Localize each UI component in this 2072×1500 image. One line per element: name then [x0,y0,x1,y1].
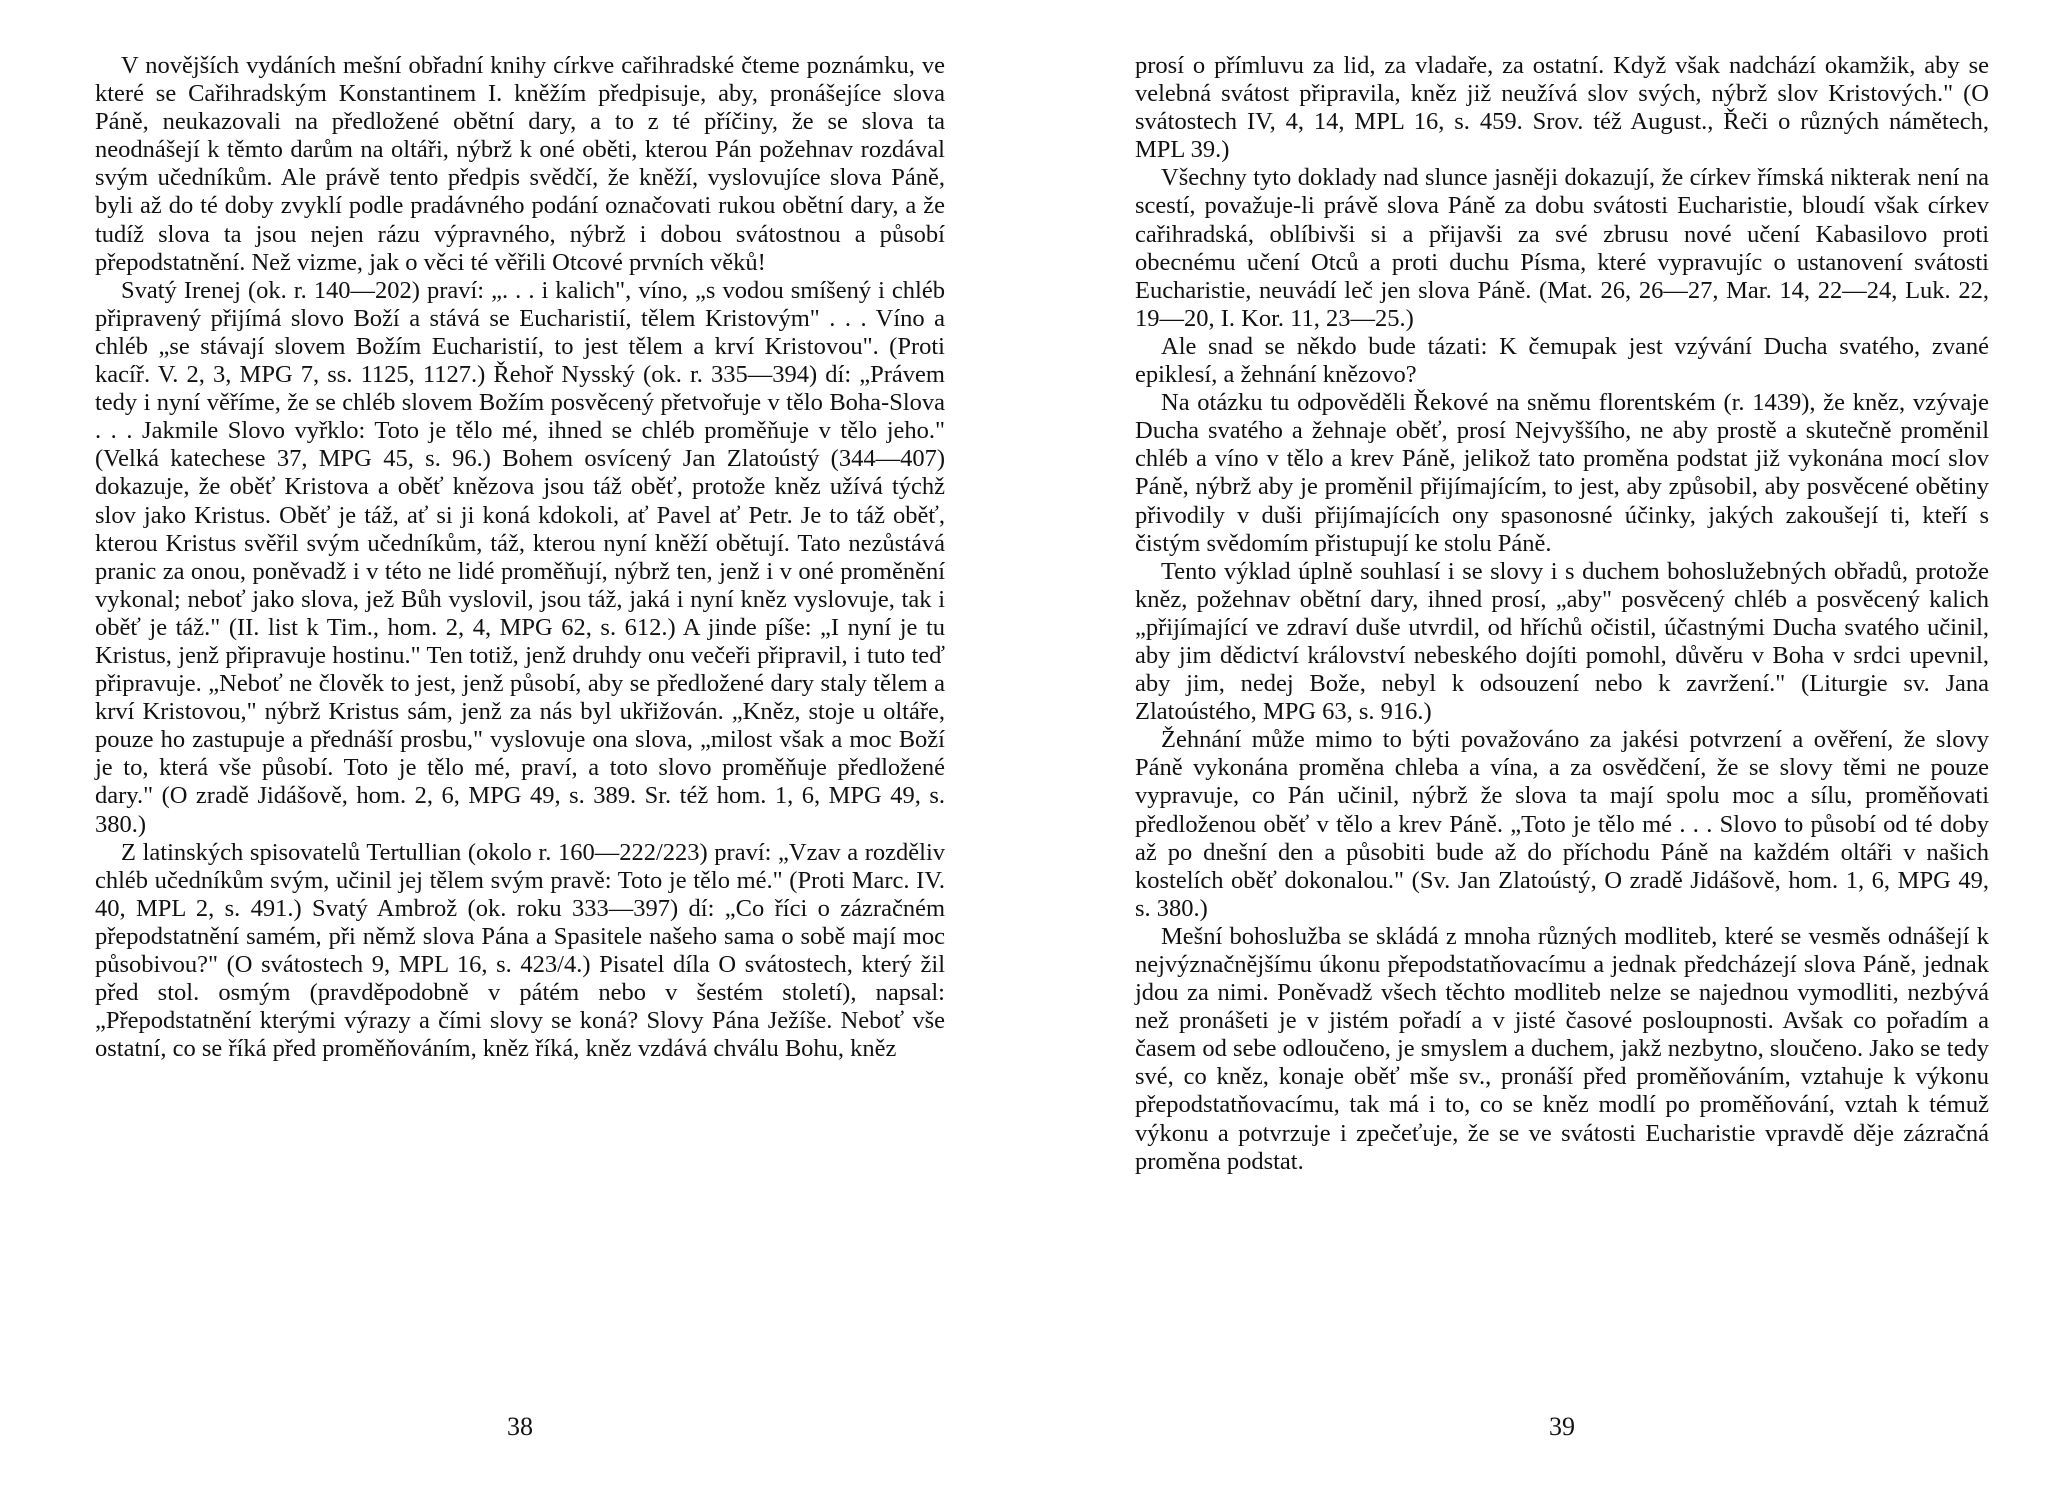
paragraph: Z latinských spisovatelů Tertullian (okolo r. 160—222/223) praví: „Vzav a rozděliv chléb učedníkům svým, učinil jej tělem svým pravě: Toto je tělo mé." (Proti Marc. IV. 40, MPL 2, s. 491.) Svatý Ambrož (ok. roku 333—397) dí: „Co říci o zázračném přepodstatnění samém, při němž slova Pána a Spasitele našeho sama o sobě mají moc působivou?" (O svátostech 9, MPL 16, s. 423/4.) Pisatel díla O svátostech, který žil před stol. osmým (pravděpodobně v pátém nebo v šestém století), napsal: „Přepodstatnění kterými výrazy a čími slovy se koná? Slovy Pána Ježíše. Neboť vše ostatní, co se říká před proměňováním, kněz říká, kněz vzdává chválu Bohu, kněz [95,838,945,1063]
paragraph: prosí o přímluvu za lid, za vladaře, za ostatní. Když však nadchází okamžik, aby se velebná svátost připravila, kněz již neužívá slov svých, nýbrž slov Kristových." (O svátostech IV, 4, 14, MPL 16, s. 459. Srov. též August., Řeči o různých námětech, MPL 39.) [1135,52,1989,164]
paragraph: Žehnání může mimo to býti považováno za jakési potvrzení a ověření, že slovy Páně vykonána proměna chleba a vína, a za osvědčení, že se slovy těmi ne pouze vypravuje, co Pán učinil, nýbrž že slova ta mají spolu moc a sílu, proměňovati předloženou oběť v tělo a krev Páně. „Toto je tělo mé . . . Slovo to působí od té doby až po dnešní den a působiti bude až do příchodu Páně na každém oltáři v našich kostelích oběť dokonalou." (Sv. Jan Zlatoústý, O zradě Jidášově, hom. 1, 6, MPG 49, s. 380.) [1135,726,1989,922]
page-number: 38 [507,1412,533,1441]
paragraph: Mešní bohoslužba se skládá z mnoha různých modliteb, které se vesměs odnášejí k nejvýznačnějšímu úkonu přepodstatňovacímu a jednak předcházejí slova Páně, jednak jdou za nimi. Poněvadž všech těchto modliteb nelze se najednou vymodliti, nezbývá než pronášeti je v jistém pořadí a v jisté časové posloupnosti. Avšak co pořadím a časem od sebe odloučeno, je smyslem a duchem, jakž nezbytno, sloučeno. Jako se tedy své, co kněz, konaje oběť mše sv., pronáší před proměňováním, vztahuje k výkonu přepodstatňovacímu, tak má i to, co se kněz modlí po proměňování, vztah k témuž výkonu a potvrzuje i zpečeťuje, že se ve svátosti Eucharistie vpravdě děje zázračná proměna podstat. [1135,922,1989,1175]
page-text [95,52,945,1063]
paragraph: V novějších vydáních mešní obřadní knihy církve cařihradské čteme poznámku, ve které se Cařihradským Konstantinem I. kněžím předpisuje, aby, pronášejíce slova Páně, neukazovali na předložené obětní dary, a to z té příčiny, že se slova ta neodnášejí k těmto darům na oltáři, nýbrž k oné oběti, kterou Pán požehnav rozdával svým učedníkům. Ale právě tento předpis svědčí, že kněží, vyslovujíce slova Páně, byli až do té doby zvyklí podle pradávného podání označovati rukou obětní dary, a že tudíž slova ta jsou nejen rázu výpravného, nýbrž i dobou svátostnou a působí přepodstatnění. Než vizme, jak o věci té věřili Otcové prvních věků! [95,52,945,276]
paragraph: Svatý Irenej (ok. r. 140—202) praví: „. . . i kalich", víno, „s vodou smíšený i chléb připravený přijímá slovo Boží a stává se Eucharistií, tělem Kristovým" . . . Víno a chléb „se stávají slovem Božím Eucharistií, to jest tělem a krví Kristovou". (Proti kacíř. V. 2, 3, MPG 7, ss. 1125, 1127.) Řehoř Nysský (ok. r. 335—394) dí: „Právem tedy i nyní věříme, že se chléb slovem Božím posvěcený přetvořuje v tělo Boha-Slova . . . Jakmile Slovo vyřklo: Toto je tělo mé, ihned se chléb proměňuje v tělo jeho." (Velká katechese 37, MPG 45, s. 96.) Bohem osvícený Jan Zlatoústý (344—407) dokazuje, že oběť Kristova a oběť knězova jsou táž oběť, protože kněz užívá týchž slov jako Kristus. Oběť je táž, ať si ji koná kdokoli, ať Pavel ať Petr. Je to táž oběť, kterou Kristus svěřil svým učedníkům, táž, kterou nyní kněží obětují. Tato nezůstává pranic za onou, poněvadž i v této ne lidé proměňují, nýbrž ten, jenž i v oné proměnění vykonal; neboť jako slova, jež Bůh vyslovil, jsou táž, jaká i nyní kněz vyslovuje, tak i oběť je táž." (II. list k Tim., hom. 2, 4, MPG 62, s. 612.) A jinde píše: „I nyní je tu Kristus, jenž připravuje hostinu." Ten totiž, jenž druhdy onu večeři připravil, i tuto teď připravuje. „Neboť ne člověk to jest, jenž působí, aby se předložené dary staly tělem a krví Kristovou," nýbrž Kristus sám, jenž za nás byl ukřižován. „Kněz, stoje u oltáře, pouze ho zastupuje a přednáší prosbu," vyslovuje ona slova, „milost však a moc Boží je to, která vše působí. Toto je tělo mé, praví, a toto slovo proměňuje předložené dary." (O zradě Jidášově, hom. 2, 6, MPG 49, s. 389. Sr. též hom. 1, 6, MPG 49, s. 380.) [95,276,945,838]
paragraph: Tento výklad úplně souhlasí i se slovy i s duchem bohoslužebných obřadů, protože kněz, požehnav obětní dary, ihned prosí, „aby" posvěcený chléb a posvěcený kalich „přijímající ve zdraví duše utvrdil, od hříchů očistil, účastnými Ducha svatého učinil, aby jim dědictví království nebeského dojíti pomohl, důvěru v Boha v srdci upevnil, aby jim, nedej Bože, nebyl k odsouzení nebo k zavržení." (Liturgie sv. Jana Zlatoústého, MPG 63, s. 916.) [1135,557,1989,726]
paragraph: Všechny tyto doklady nad slunce jasněji dokazují, že církev římská nikterak není na scestí, považuje-li právě slova Páně za dobu svátosti Eucharistie, bloudí však církev cařihradská, oblíbivši si a přijavši za své zbrusu nové učení Kabasilovo proti obecnému učení Otců a proti duchu Písma, které vypravujíc o ustanovení svátosti Eucharistie, neuvádí leč jen slova Páně. (Mat. 26, 26—27, Mar. 14, 22—24, Luk. 22, 19—20, I. Kor. 11, 23—25.) [1135,164,1989,332]
paragraph: Na otázku tu odpověděli Řekové na sněmu florentském (r. 1439), že kněz, vzývaje Ducha svatého a žehnaje oběť, prosí Nejvyššího, ne aby prostě a skutečně proměnil chléb a víno v tělo a krev Páně, jelikož tato proměna podstat již vykonána mocí slov Páně, nýbrž aby je proměnil přijímajícím, to jest, aby způsobil, aby posvěcené obětiny přivodily v duši přijímajících ony spasonosné účinky, jakých zakoušejí ti, kteří s čistým svědomím přistupují ke stolu Páně. [1135,389,1989,557]
paragraph: Ale snad se někdo bude tázati: K čemupak jest vzývání Ducha svatého, zvané epiklesí, a žehnání knězovo? [1135,332,1989,389]
page-number: 39 [1549,1412,1575,1441]
page-text [1135,52,1989,1176]
